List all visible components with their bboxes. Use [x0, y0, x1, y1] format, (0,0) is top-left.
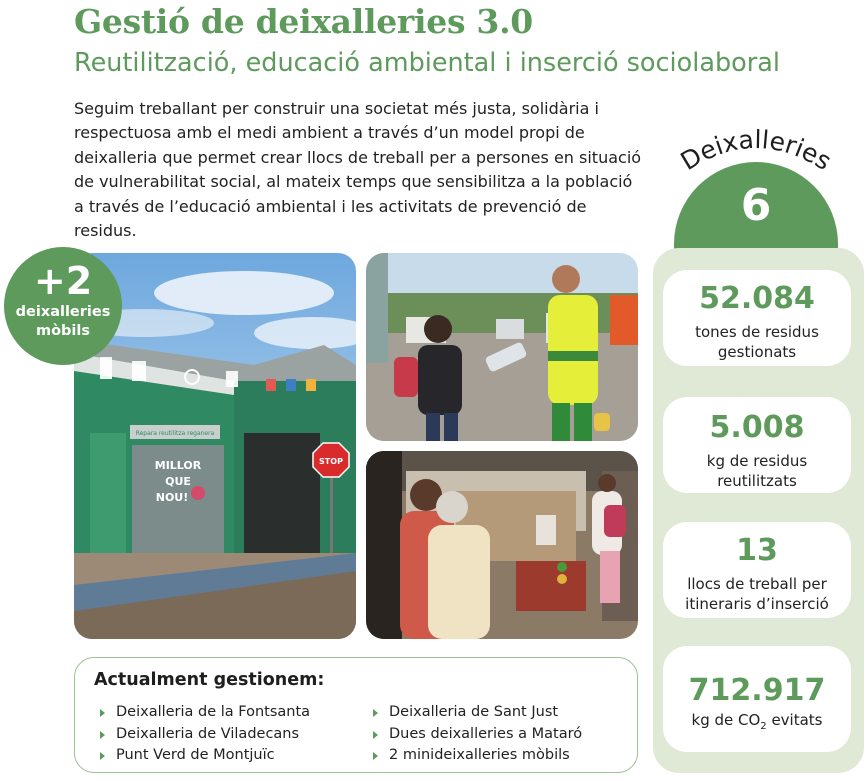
list-item: Dues deixalleries a Mataró	[371, 724, 582, 746]
managed-sites-box	[74, 657, 638, 773]
deixalleries-label: Deixalleries	[675, 124, 837, 177]
page-subtitle: Reutilització, educació ambiental i inserció sociolaboral	[74, 48, 780, 78]
intro-paragraph: Seguim treballant per construir una societat més justa, solidària i respectuosa amb el medi ambient a través d’un model propi de deixalleria que permet crear llocs de treball per a persones en situació de vulnerabilitat social, al mateix temps que sensibilitza a la població a través de l’educació ambiental i les activitats de prevenció de residus.	[74, 99, 642, 241]
stat-card-co2	[663, 646, 851, 752]
managed-sites-column-2	[371, 702, 582, 767]
badge-line-1: deixalleries	[15, 304, 111, 320]
list-item: Deixalleria de la Fontsanta	[98, 702, 310, 724]
building-sign-text: Repara reutilitza reganera	[135, 430, 215, 437]
stat-label: tones de residus gestionats	[695, 323, 819, 361]
list-item: Deixalleria de Viladecans	[98, 724, 310, 746]
photo-reuse-shop	[366, 451, 638, 639]
stat-card-jobs	[663, 522, 851, 618]
list-item: Punt Verd de Montjuïc	[98, 745, 310, 767]
managed-sites-column-1	[98, 702, 310, 767]
stat-card-waste-reused	[663, 397, 851, 493]
list-item: Deixalleria de Sant Just	[371, 702, 582, 724]
stat-value: 712.917	[688, 673, 826, 708]
badge-number: +2	[33, 259, 93, 303]
stat-value: 5.008	[709, 410, 805, 445]
managed-sites-heading: Actualment gestionem:	[94, 670, 325, 690]
stat-label: llocs de treball per itineraris d’inserció	[685, 575, 829, 613]
stat-label: kg de residus reutilitzats	[706, 452, 808, 490]
door-text-2: QUE	[165, 475, 191, 488]
page-title: Gestió de deixalleries 3.0	[74, 2, 533, 41]
badge-line-2: mòbils	[35, 323, 91, 339]
deixalleries-count: 6	[740, 180, 772, 231]
stat-card-waste-managed	[663, 270, 851, 366]
mobile-units-badge	[4, 247, 122, 365]
stop-sign-text: STOP	[319, 457, 343, 466]
stat-value: 13	[736, 533, 778, 568]
door-text-1: MILLOR	[154, 459, 202, 472]
list-item: 2 minideixalleries mòbils	[371, 745, 582, 767]
stat-label: kg de $CO_2$ evitats	[691, 711, 823, 732]
photo-handover	[366, 253, 638, 441]
door-text-3: NOU!	[155, 491, 189, 504]
stat-value: 52.084	[699, 281, 815, 316]
